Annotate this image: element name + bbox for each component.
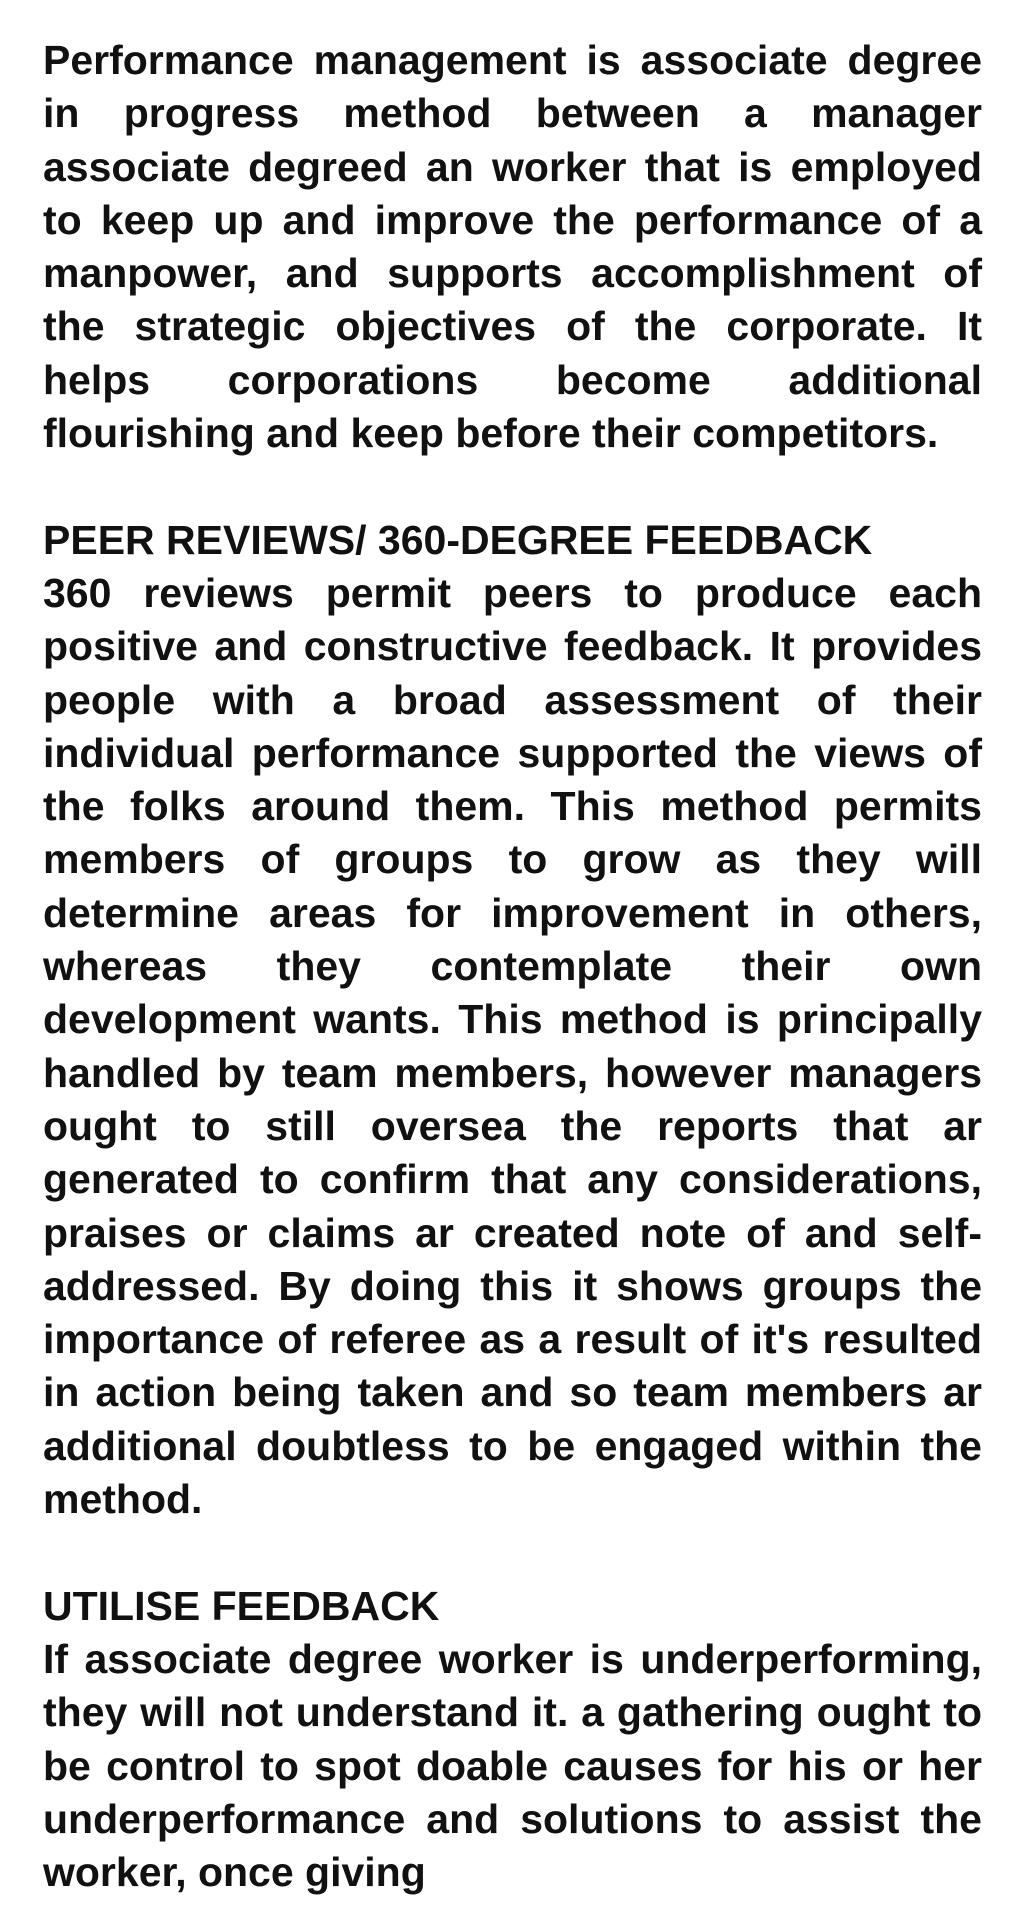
section-body-utilise-feedback: If associate degree worker is underperforming, they will not understand it. a gathering ought to be control to spot doable causes for his or her underperformance and solutions to assist the worker, once giving <box>43 1635 982 1896</box>
intro-paragraph: Performance management is associate degree in progress method between a manager associate degreed an worker that is employed to keep up and improve the performance of a manpower, and supports accomplishment of the strategic objectives of the corporate. It helps corporations become additional flourishing and keep before their competitors. <box>43 37 982 457</box>
paragraph-gap <box>43 460 982 513</box>
document-page <box>43 34 982 1899</box>
paragraph-gap <box>43 1526 982 1579</box>
section-body-peer-reviews: 360 reviews permit peers to produce each positive and constructive feedback. It provides people with a broad assessment of their individual performance supported the views of the folks around them. This method permits members of groups to grow as they will determine areas for improvement in others, whereas they contemplate their own development wants. This method is principally handled by team members, however managers ought to still oversea the reports that ar generated to confirm that any considerations, praises or claims ar created note of and self-addressed. By doing this it shows groups the importance of referee as a result of it's resulted in action being taken and so team members ar additional doubtless to be engaged within the method. <box>43 569 982 1523</box>
section-heading-utilise-feedback: UTILISE FEEDBACK <box>43 1582 440 1629</box>
section-heading-peer-reviews: PEER REVIEWS/ 360-DEGREE FEEDBACK <box>43 516 873 563</box>
